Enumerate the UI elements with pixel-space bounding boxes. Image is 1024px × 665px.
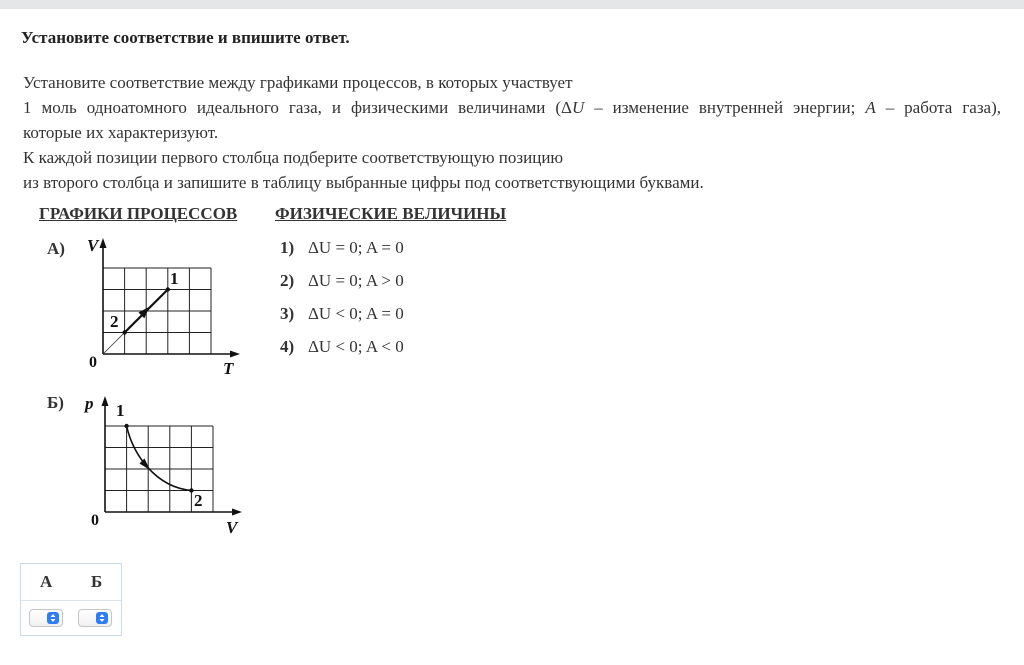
graph-b-process-curve bbox=[127, 426, 192, 491]
graphs-column-header: ГРАФИКИ ПРОЦЕССОВ bbox=[39, 204, 238, 223]
graph-a-label: А) bbox=[47, 239, 65, 258]
graph-a-diagram bbox=[80, 232, 250, 382]
quantity-item-3: 3) ΔU < 0; A = 0 bbox=[280, 304, 404, 323]
graph-a-x-arrow bbox=[230, 351, 240, 358]
graph-b-point-2 bbox=[189, 488, 193, 492]
answer-col-a-header: А bbox=[40, 572, 53, 591]
top-bar bbox=[0, 0, 1024, 9]
answer-cell-a bbox=[21, 601, 71, 636]
answer-col-b-header: Б bbox=[91, 572, 103, 591]
graph-a-point-2-label: 2 bbox=[110, 312, 119, 331]
answer-table-header bbox=[21, 564, 121, 601]
graph-b-y-arrow bbox=[102, 396, 109, 406]
graph-a-point-1-label: 1 bbox=[170, 269, 179, 288]
select-arrows-icon bbox=[47, 612, 59, 624]
graph-b-axes bbox=[105, 400, 236, 512]
task-line-2: 1 моль одноатомного идеального газа, и физическими величинами (ΔU – изменение внутренней энергии; A – работа газа), bbox=[23, 98, 1002, 117]
task-line-5: из второго столбца и запишите в таблицу выбранные цифры под соответствующими буквами. bbox=[23, 173, 704, 192]
graph-b-diagram bbox=[80, 390, 250, 540]
answer-cell-b bbox=[71, 601, 121, 636]
task-text bbox=[23, 70, 1001, 195]
answer-table bbox=[20, 563, 122, 636]
answer-a-select[interactable] bbox=[29, 609, 63, 627]
graph-b-y-label: p bbox=[85, 394, 94, 413]
task-line-4: К каждой позиции первого столбца подберите соответствующую позицию bbox=[23, 148, 564, 167]
graph-a-point-2 bbox=[122, 330, 126, 334]
quantity-item-4: 4) ΔU < 0; A < 0 bbox=[280, 337, 404, 356]
answer-b-select[interactable] bbox=[78, 609, 112, 627]
select-arrows-icon bbox=[96, 612, 108, 624]
graph-b-point-2-label: 2 bbox=[194, 491, 203, 510]
task-line-1: Установите соответствие между графиками процессов, в которых участвует bbox=[23, 73, 573, 92]
quantities-list bbox=[280, 236, 404, 368]
graph-b-origin: 0 bbox=[91, 512, 99, 529]
task-header: Установите соответствие и впишите ответ. bbox=[21, 28, 350, 47]
graph-b-label: Б) bbox=[47, 393, 64, 412]
quantities-column-header: ФИЗИЧЕСКИЕ ВЕЛИЧИНЫ bbox=[275, 204, 507, 223]
graph-a-y-arrow bbox=[100, 238, 107, 248]
quantity-item-1: 1) ΔU = 0; A = 0 bbox=[280, 238, 404, 257]
graph-a-grid bbox=[103, 268, 211, 354]
graph-b-point-1-label: 1 bbox=[116, 401, 125, 420]
graph-a-axes bbox=[103, 242, 234, 354]
graph-b-x-arrow bbox=[232, 509, 242, 516]
graph-b-point-1 bbox=[124, 424, 128, 428]
graph-a-y-label: V bbox=[87, 236, 99, 255]
task-line-3: которые их характеризуют. bbox=[23, 123, 219, 142]
quantity-item-2: 2) ΔU = 0; A > 0 bbox=[280, 271, 404, 290]
graph-a-origin: 0 bbox=[89, 354, 97, 371]
graph-a-x-label: T bbox=[223, 359, 234, 378]
graph-a-dashed-extension bbox=[103, 333, 125, 355]
graph-b-x-label: V bbox=[226, 518, 238, 537]
